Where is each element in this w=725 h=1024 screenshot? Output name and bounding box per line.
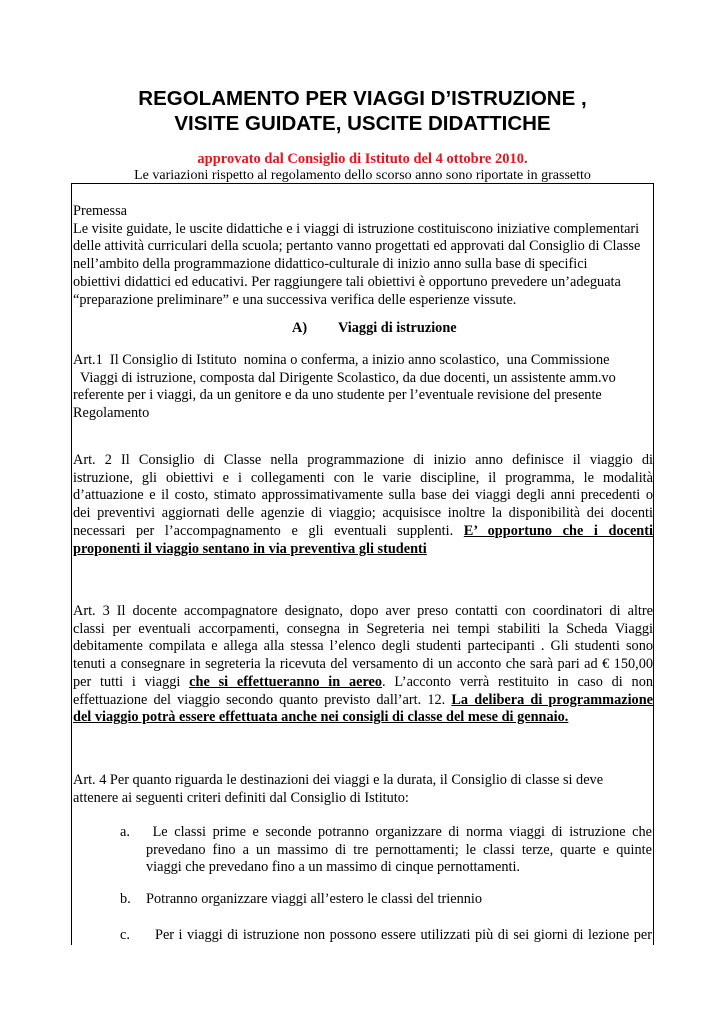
list-marker: b. [120, 891, 131, 907]
article-4 [73, 772, 653, 807]
document-title [0, 86, 725, 136]
list-line: Potranno organizzare viaggi all’estero le classi del triennio [146, 891, 482, 907]
article-line: Art. 3 Il docente accompagnatore designato, dopo aver preso contatti con coordinatori di altre [73, 603, 653, 619]
text-run: . L’acconto verrà restituito in caso di non [382, 673, 653, 690]
list-item-c [120, 927, 652, 945]
article-line: debitamente compilata e allega alla stessa l’elenco degli studenti partecipanti . Gli studenti sono [73, 638, 653, 655]
title-line-2: VISITE GUIDATE, USCITE DIDATTICHE [174, 112, 551, 135]
approval-note: approvato dal Consiglio di Istituto del 4 ottobre 2010. [197, 151, 528, 167]
list-marker: c. [120, 927, 130, 943]
article-line [73, 523, 653, 541]
article-line: Art. 4 Per quanto riguarda le destinazioni dei viaggi e la durata, il Consiglio di classe si deve [73, 772, 604, 788]
section-letter: A) [292, 320, 308, 336]
section-a-heading [292, 320, 457, 337]
article-line: Regolamento [73, 405, 150, 422]
article-2 [73, 452, 653, 558]
bold-change: proponenti il viaggio sentano in via preventiva gli studenti [73, 540, 427, 557]
bold-change: che si effettueranno in aereo [189, 673, 383, 690]
text-run: effettuazione del viaggio secondo quanto previsto dall’art. 12. [73, 691, 452, 708]
article-1 [73, 352, 653, 423]
article-line: dei preventivi aggiornati delle agenzie di viaggio; acquisisce inoltre la disponibilità dei docenti [73, 505, 653, 522]
premessa-section [73, 203, 653, 309]
premessa-line: nell’ambito della programmazione didattico-culturale di inizio anno sulla base di specifici [73, 256, 588, 273]
article-line: Art.1 Il Consiglio di Istituto nomina o conferma, a inizio anno scolastico, una Commissione [73, 352, 610, 368]
bold-change: del viaggio potrà essere effettuata anche nei consigli di classe del mese di gennaio. [73, 709, 569, 726]
title-line-1: REGOLAMENTO PER VIAGGI D’ISTRUZIONE , [138, 87, 587, 110]
premessa-line: “preparazione preliminare” e una successiva verifica delle esperienze vissute. [73, 291, 517, 308]
section-title: Viaggi di istruzione [338, 320, 457, 336]
text-run: per tutti i viaggi [73, 673, 190, 690]
list-line: prevedano fino a un massimo di tre pernottamenti; le classi terze, quarte e quinte [146, 841, 652, 858]
premessa-line: Le visite guidate, le uscite didattiche e i viaggi di istruzione costituiscono iniziative complementari [73, 220, 640, 237]
list-line: viaggi che prevedano fino a un massimo di cinque pernottamenti. [146, 859, 520, 876]
article-line: tenuti a consegnare in segreteria la ricevuta del versamento di un acconto che sarà pari ad € 150,00 [73, 656, 653, 673]
article-line: Viaggi di istruzione, composta dal Dirigente Scolastico, da due docenti, un assistente amm.vo [73, 369, 616, 386]
list-marker: a. [120, 824, 130, 840]
text-run: necessari per l’accompagnamento e gli eventuali supplenti. [73, 522, 464, 539]
article-line: classi per eventuali accorpamenti, consegna in Segreteria nei tempi stabiliti la Scheda Viaggi [73, 620, 653, 637]
list-item-b [120, 891, 652, 909]
article-line: referente per i viaggi, da un genitore e da uno studente per l’eventuale revisione del presente [73, 387, 602, 404]
article-line: Art. 2 Il Consiglio di Classe nella programmazione di inizio anno definisce il viaggio di [73, 452, 653, 468]
article-line: istruzione, gli obiettivi e i collegamenti con le varie discipline, il programma, le modalità [73, 469, 653, 486]
bold-change: La delibera di programmazione [451, 691, 653, 708]
article-line: d’attuazione e il costo, stimato approssimativamente sulla base dei viaggi degli anni precedenti o [73, 487, 653, 504]
premessa-line: delle attività curriculari della scuola; pertanto vanno progettati ed approvati dal Consiglio di Classe [73, 238, 641, 255]
premessa-line: obiettivi didattici ed educativi. Per raggiungere tali obiettivi è opportuno prevedere un’adeguata [73, 273, 621, 290]
list-line: Per i viaggi di istruzione non possono essere utilizzati più di sei giorni di lezione per [146, 927, 652, 943]
variations-note: Le variazioni rispetto al regolamento dello scorso anno sono riportate in grassetto [134, 168, 591, 183]
list-item-a [120, 824, 652, 877]
article-line [73, 692, 653, 710]
list-line: Le classi prime e seconde potranno organizzare di norma viaggi di istruzione che [146, 824, 652, 840]
premessa-heading: Premessa [73, 203, 127, 219]
article-3 [73, 603, 653, 727]
article-line: attenere ai seguenti criteri definiti dal Consiglio di Istituto: [73, 789, 409, 806]
bold-change: E’ opportuno che i docenti [463, 522, 653, 539]
article-line [73, 674, 653, 692]
